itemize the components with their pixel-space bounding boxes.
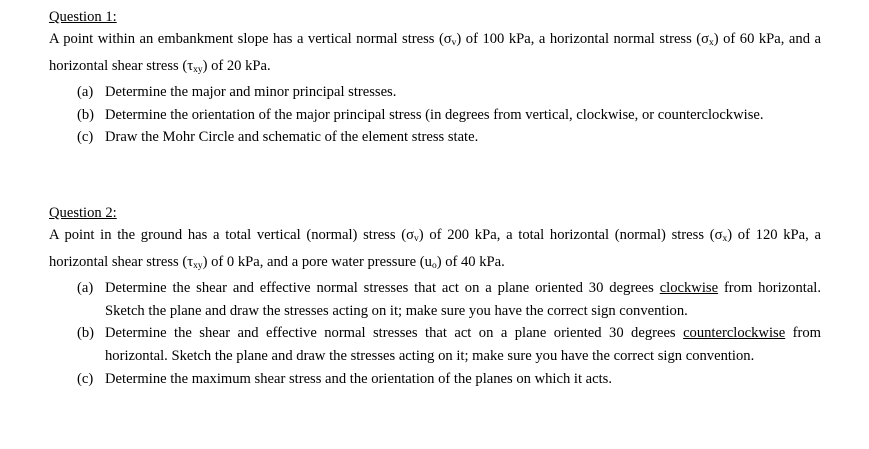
item-text: Draw the Mohr Circle and schematic of the element stress state.: [105, 129, 479, 146]
question-2-intro: [49, 224, 821, 277]
q2-sub-x: x: [722, 234, 728, 244]
item-text: from horizontal. Sketch the plane and draw the stresses acting on it; make sure you have the correct sign convention.: [105, 280, 822, 319]
underlined-direction: clockwise: [659, 280, 719, 297]
question-1-heading: Question 1:: [49, 9, 117, 25]
q1-intro-part: A point within an embankment slope has a vertical normal stress (σ: [49, 31, 452, 47]
item-marker: (b): [77, 106, 95, 123]
q2-intro-part: ) of 0 kPa, and a pore water pressure (u: [202, 253, 432, 270]
q2-sub-v: v: [414, 234, 419, 244]
item-text: Determine the shear and effective normal stresses that act on a plane oriented 30 degrees: [105, 325, 684, 342]
q2-intro-part: ) of 40 kPa.: [436, 253, 505, 270]
item-marker: (a): [77, 84, 94, 101]
item-text: Determine the major and minor principal stresses.: [105, 84, 397, 101]
item-text: Determine the shear and effective normal stresses that act on a plane oriented 30 degrees: [105, 280, 660, 297]
item-text: Determine the maximum shear stress and the orientation of the planes on which it acts.: [105, 370, 612, 387]
list-item: [49, 104, 821, 127]
underlined-direction: counterclockwise: [683, 325, 786, 342]
item-text: from horizontal. Sketch the plane and draw the stresses acting on it; make sure you have the correct sign convention.: [105, 325, 821, 364]
q1-intro-part: ) of 20 kPa.: [202, 57, 271, 74]
item-marker: (b): [77, 325, 95, 342]
list-item: [49, 277, 821, 322]
item-marker: (c): [77, 370, 94, 387]
question-1-parts: [49, 81, 821, 149]
list-item: [49, 322, 821, 367]
question-1: [49, 6, 821, 149]
q2-intro-part: ) of 120 kPa, a horizontal shear stress (τ: [49, 227, 821, 270]
q2-intro-part: ) of 200 kPa, a total horizontal (normal) stress (σ: [418, 227, 723, 243]
q1-intro-part: ) of 60 kPa, and a horizontal shear stress (τ: [49, 31, 821, 74]
item-marker: (c): [77, 129, 94, 146]
q2-intro-part: A point in the ground has a total vertical (normal) stress (σ: [49, 227, 414, 243]
item-text: Determine the orientation of the major principal stress (in degrees from vertical, clockwise, or counterclockwise.: [105, 106, 764, 123]
q2-sub-xy: xy: [193, 260, 203, 271]
list-item: [49, 126, 821, 149]
question-2: [49, 202, 821, 390]
q1-intro-part: ) of 100 kPa, a horizontal normal stress (σ: [456, 31, 710, 47]
q2-sub-o: o: [431, 260, 437, 271]
q1-sub-x: x: [709, 38, 714, 48]
question-2-heading: Question 2:: [49, 205, 117, 221]
list-item: [49, 368, 821, 391]
list-item: [49, 81, 821, 104]
q1-sub-v: v: [451, 38, 457, 48]
q1-sub-xy: xy: [193, 64, 203, 75]
question-1-intro: [49, 28, 821, 81]
item-marker: (a): [77, 280, 94, 297]
question-2-parts: [49, 277, 821, 390]
